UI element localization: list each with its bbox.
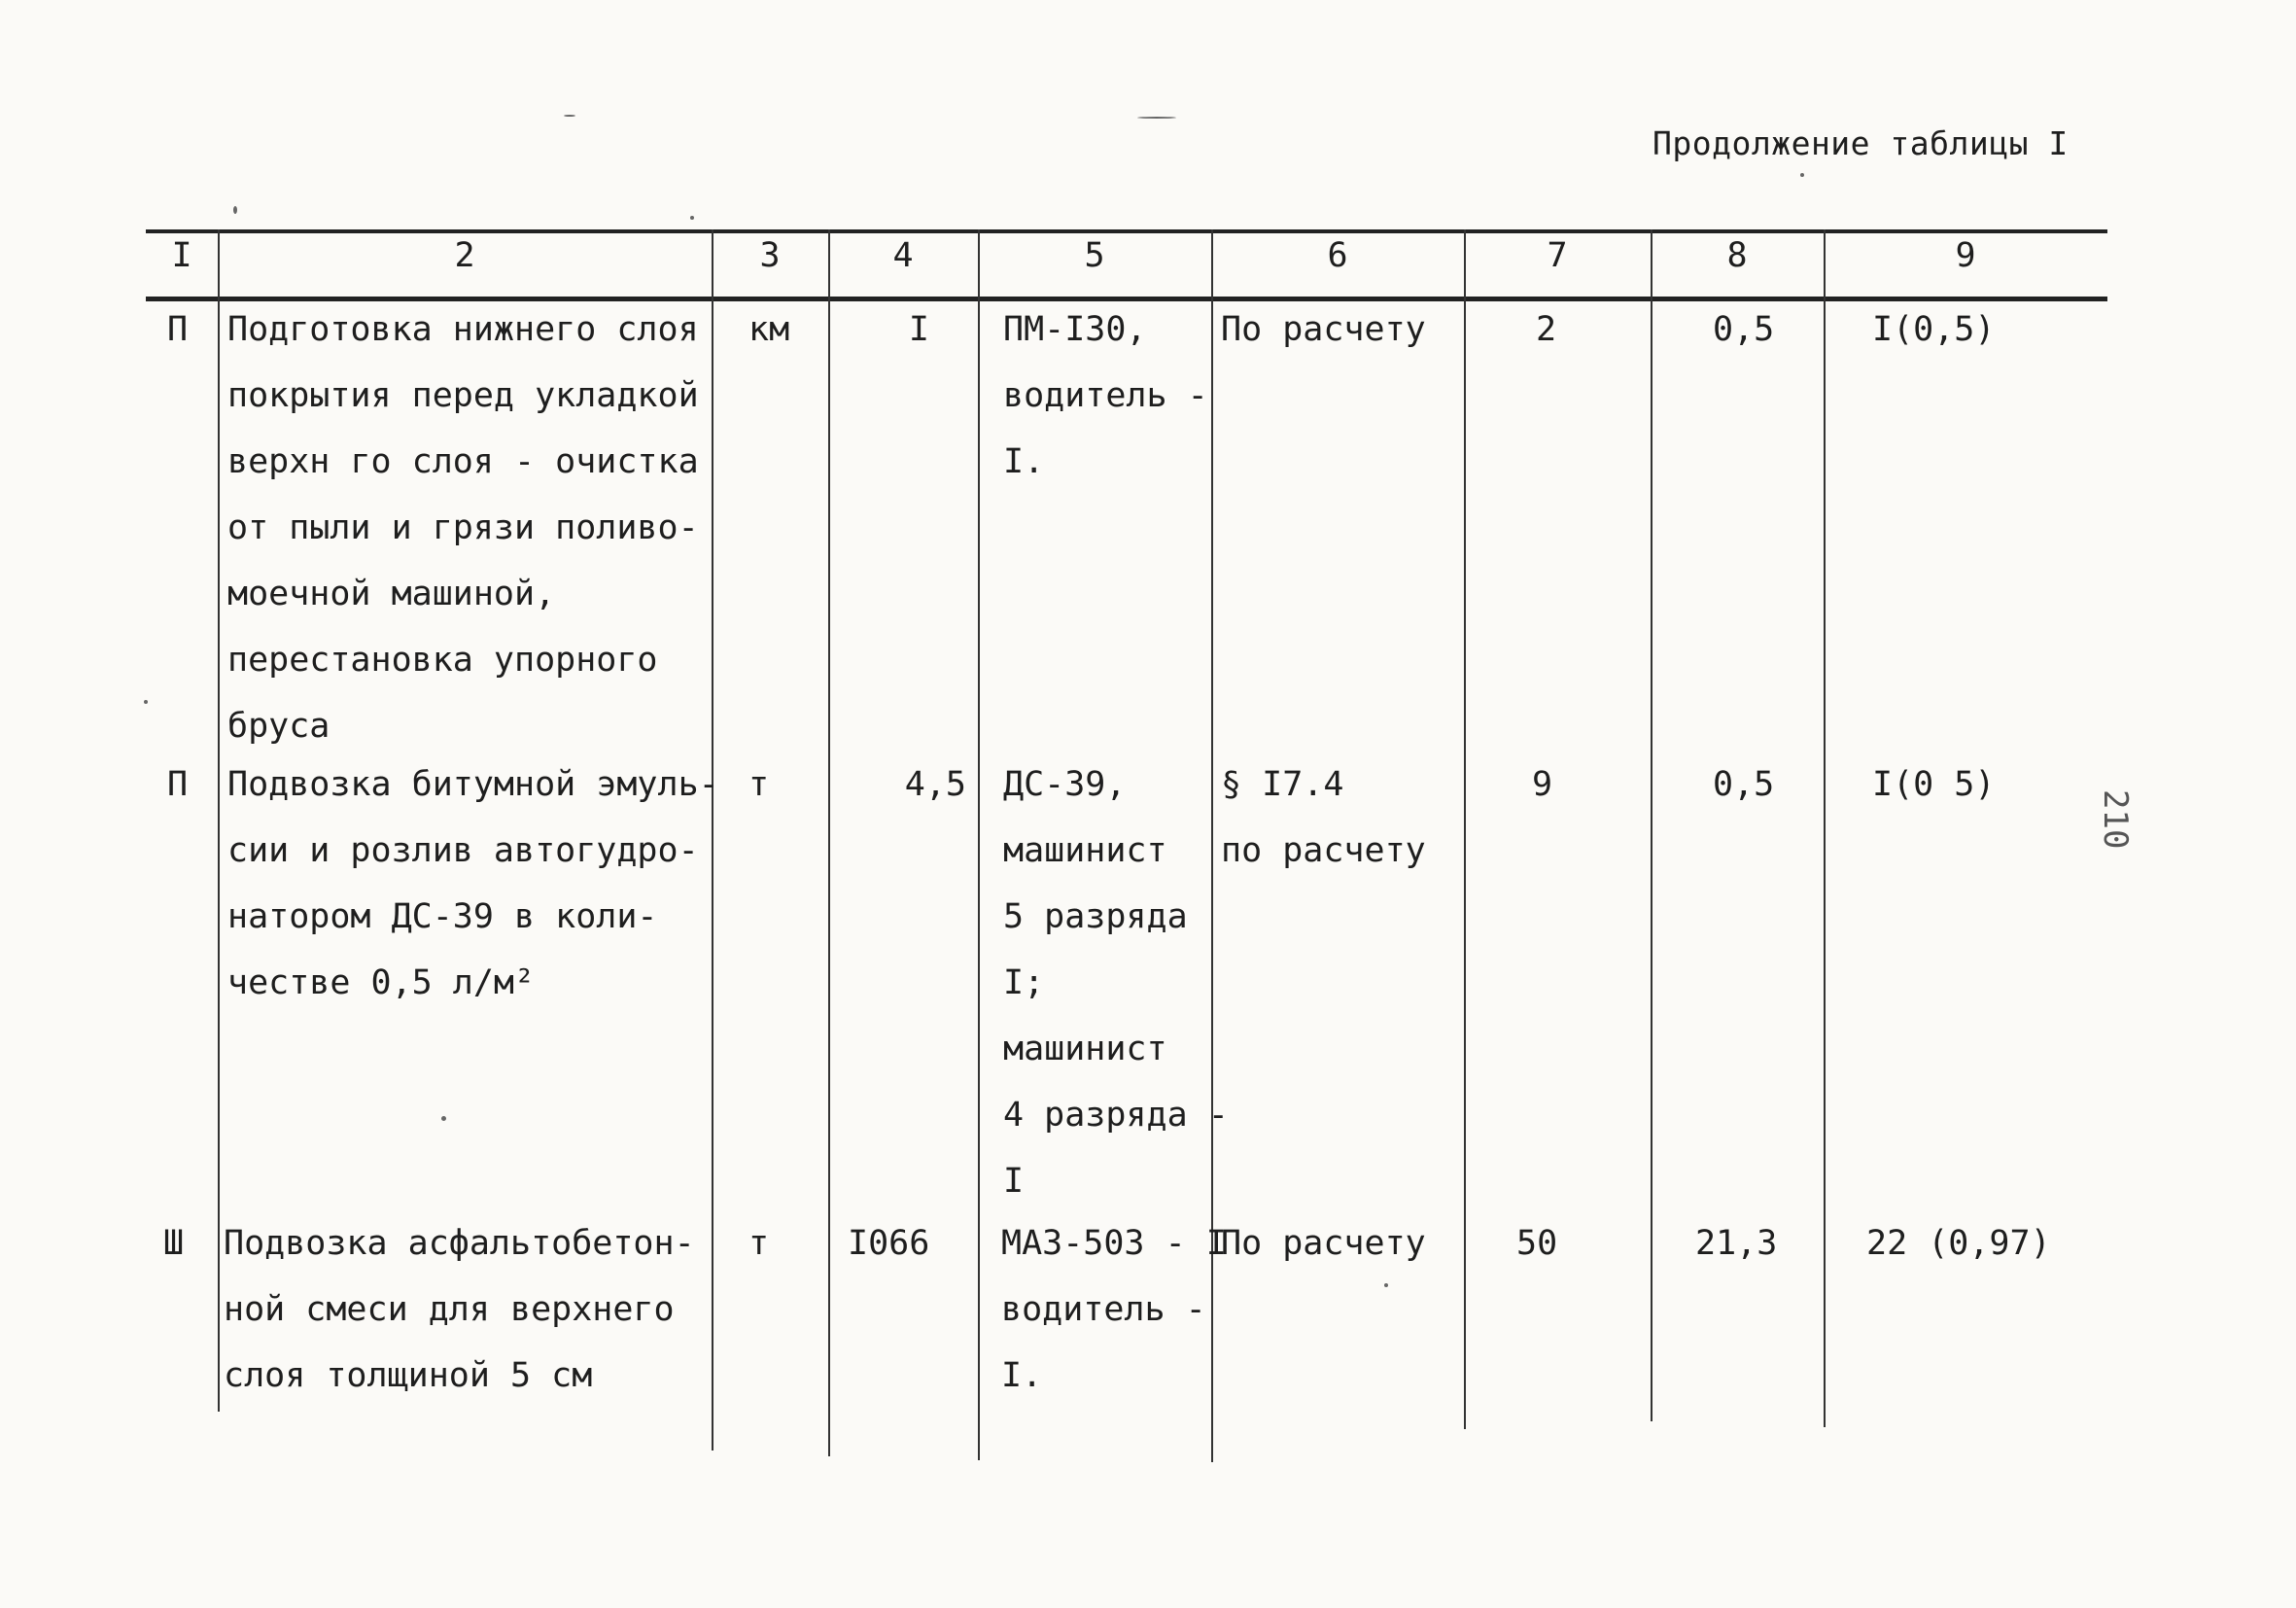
row-1-machine: ПМ-I30, водитель - I. xyxy=(1003,310,1208,481)
row-2-volume: 4,5 xyxy=(904,765,966,804)
column-header-2: 2 xyxy=(454,236,475,275)
row-2-unit: т xyxy=(748,765,770,804)
scan-speck xyxy=(1384,1283,1388,1287)
scan-speck xyxy=(564,115,575,117)
column-divider xyxy=(218,229,220,1412)
scan-speck xyxy=(233,206,237,214)
row-1-norm: По расчету xyxy=(1221,310,1426,349)
row-3-col9: 22 (0,97) xyxy=(1866,1224,2051,1263)
column-header-6: 6 xyxy=(1327,236,1348,275)
table-caption: Продолжение таблицы I xyxy=(1652,124,2069,162)
column-header-7: 7 xyxy=(1547,236,1568,275)
column-divider xyxy=(1824,229,1826,1427)
table-top-rule xyxy=(146,229,2107,233)
scan-speck xyxy=(1137,117,1176,119)
row-3-volume: I066 xyxy=(848,1224,930,1263)
row-3-operation: Подвозка асфальтобетон- ной смеси для верхнего слоя толщиной 5 см xyxy=(224,1224,695,1395)
column-divider xyxy=(1464,229,1466,1429)
column-header-9: 9 xyxy=(1955,236,1976,275)
row-3-stage: Ш xyxy=(163,1224,185,1263)
column-header-5: 5 xyxy=(1084,236,1105,275)
scan-speck xyxy=(690,216,694,220)
page-number: 210 xyxy=(2096,789,2135,850)
row-1-operation: Подготовка нижнего слоя покрытия перед укладкой верхн го слоя - очистка от пыли и грязи поливо- моечной машиной, перестановка упорного бруса xyxy=(227,310,699,746)
column-header-4: 4 xyxy=(892,236,914,275)
row-3-norm: По расчету xyxy=(1221,1224,1426,1263)
row-3-col7: 50 xyxy=(1516,1224,1558,1263)
row-1-col9: I(0,5) xyxy=(1872,310,1996,349)
row-1-col7: 2 xyxy=(1536,310,1557,349)
row-1-stage: П xyxy=(167,310,189,349)
column-header-8: 8 xyxy=(1726,236,1748,275)
scan-speck xyxy=(441,1116,446,1121)
row-2-norm: § I7.4 по расчету xyxy=(1221,765,1426,870)
row-2-col7: 9 xyxy=(1532,765,1553,804)
row-1-volume: I xyxy=(908,310,929,349)
row-2-stage: П xyxy=(167,765,189,804)
row-2-col9: I(0 5) xyxy=(1872,765,1996,804)
row-3-machine: МАЗ-503 - I водитель - I. xyxy=(1001,1224,1227,1395)
row-3-col8: 21,3 xyxy=(1695,1224,1778,1263)
column-divider xyxy=(978,229,980,1460)
column-header-3: 3 xyxy=(759,236,781,275)
row-1-unit: км xyxy=(748,310,790,349)
row-2-machine: ДС-39, машинист 5 разряда I; машинист 4 разряда - I xyxy=(1003,765,1229,1201)
column-header-1: I xyxy=(171,236,192,275)
scan-speck xyxy=(144,700,148,704)
column-divider xyxy=(1651,229,1652,1421)
scan-speck xyxy=(1800,173,1804,177)
row-2-col8: 0,5 xyxy=(1713,765,1775,804)
column-divider xyxy=(828,229,830,1456)
row-2-operation: Подвозка битумной эмуль- сии и розлив автогудро- натором ДС-39 в коли- честве 0,5 л/м² xyxy=(227,765,719,1002)
row-3-unit: т xyxy=(748,1224,770,1263)
row-1-col8: 0,5 xyxy=(1713,310,1775,349)
